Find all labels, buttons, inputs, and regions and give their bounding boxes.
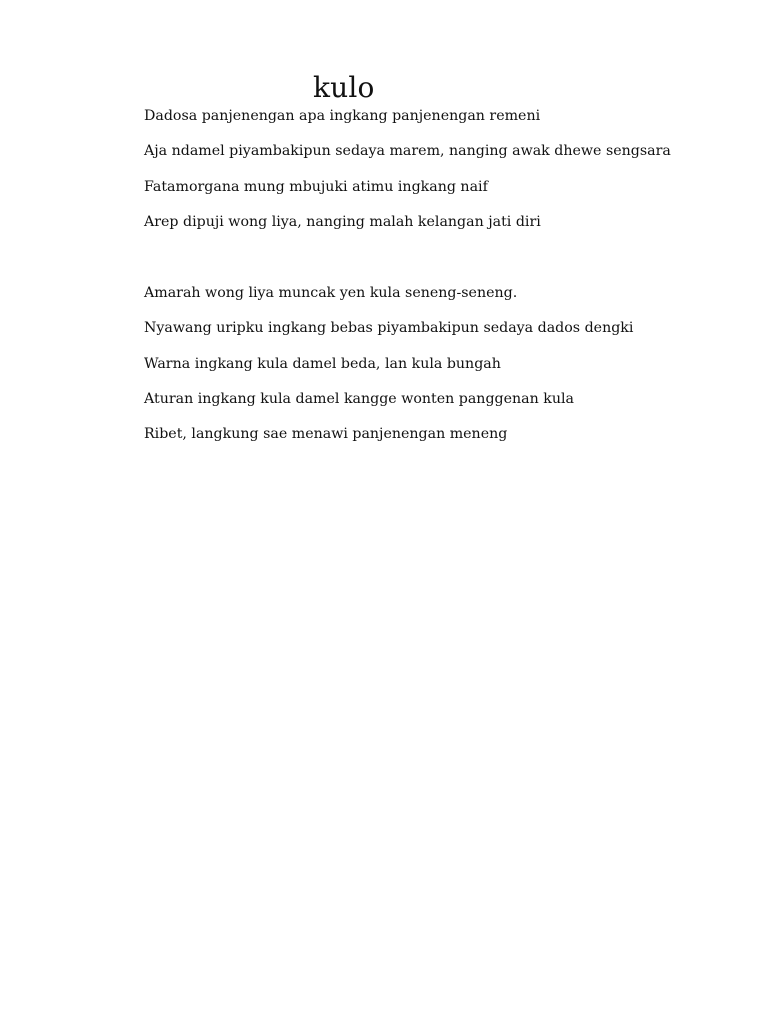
poem-line: Arep dipuji wong liya, nanging malah kelangan jati diri [144,213,541,230]
poem-line: Nyawang uripku ingkang bebas piyambakipun sedaya dados dengki [144,320,634,337]
stanza-1 [144,104,671,245]
poem-line: Aturan ingkang kula damel kangge wonten panggenan kula [144,390,574,407]
poem-line: Ribet, langkung sae menawi panjenengan meneng [144,426,508,443]
poem-line: Fatamorgana mung mbujuki atimu ingkang naif [144,178,488,195]
stanza-2 [144,281,633,457]
poem-line: Aja ndamel piyambakipun sedaya marem, nanging awak dhewe sengsara [144,143,671,160]
poem-line: Warna ingkang kula damel beda, lan kula bungah [144,355,501,372]
poem-title: kulo [313,71,375,104]
poem-line: Dadosa panjenengan apa ingkang panjenengan remeni [144,108,541,124]
poem-line: Amarah wong liya muncak yen kula seneng-seneng. [144,285,518,301]
